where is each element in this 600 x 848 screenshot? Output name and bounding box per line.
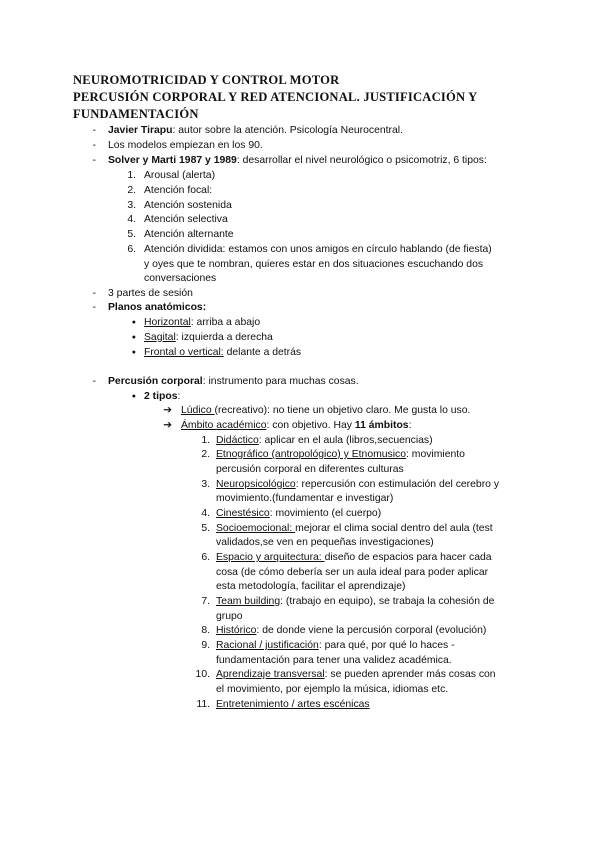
ambito-desc: : para qué, por qué lo haces - bbox=[318, 640, 455, 651]
list-number: 3. bbox=[201, 479, 210, 490]
list-number: 1. bbox=[127, 170, 136, 181]
plane-item bbox=[144, 316, 260, 329]
plane-term: Horizontal bbox=[144, 317, 191, 328]
ambito-term: Socioemocional: bbox=[216, 523, 296, 534]
dash-marker: - bbox=[92, 125, 96, 136]
list-number: 4. bbox=[201, 508, 210, 519]
ambito-term: Espacio y arquitectura: bbox=[216, 552, 325, 563]
dash-marker: - bbox=[92, 302, 96, 313]
author-name: Solver y Marti 1987 y 1989 bbox=[108, 155, 237, 166]
dash-marker: - bbox=[92, 140, 96, 151]
ambito-item bbox=[216, 551, 492, 564]
item-text: : instrumento para muchas cosas. bbox=[202, 376, 359, 387]
title-course: NEUROMOTRICIDAD Y CONTROL MOTOR bbox=[73, 73, 340, 87]
list-number: 6. bbox=[127, 244, 136, 255]
plane-desc: : izquierda a derecha bbox=[175, 332, 273, 343]
ambito-item bbox=[216, 668, 496, 681]
ambito-term: Cinestésico bbox=[216, 508, 270, 519]
attention-type: Atención alternante bbox=[144, 229, 234, 240]
arrow-marker: ➔ bbox=[163, 420, 172, 431]
ambito-desc-cont: esta metodología, facilitar el aprendizaje) bbox=[216, 581, 406, 592]
list-number: 5. bbox=[127, 229, 136, 240]
list-number: 5. bbox=[201, 523, 210, 534]
ambito-desc: mejorar el clima social dentro del aula (test bbox=[295, 523, 493, 534]
type-desc-end: : bbox=[408, 420, 412, 431]
ambito-term: Team building bbox=[216, 596, 281, 607]
bullet-marker: ● bbox=[131, 393, 136, 400]
ambito-term: Etnográfico (antropológico) y Etnomusico bbox=[216, 449, 407, 460]
list-number: 3. bbox=[127, 200, 136, 211]
dash-marker: - bbox=[92, 376, 96, 387]
list-item-solver bbox=[108, 154, 487, 167]
list-number: 10. bbox=[195, 669, 210, 680]
ambito-item bbox=[216, 507, 381, 520]
ambito-item bbox=[216, 448, 465, 461]
list-item-planes: Planos anatómicos: bbox=[108, 302, 207, 313]
type-term: Ámbito académico bbox=[181, 420, 267, 431]
title-topic: PERCUSIÓN CORPORAL Y RED ATENCIONAL. JUSTIFICACIÓN Y bbox=[73, 90, 478, 104]
ambito-term: Racional / justificación bbox=[216, 640, 319, 651]
ambito-desc: : de donde viene la percusión corporal (evolución) bbox=[256, 625, 487, 636]
ambito-term: Entretenimiento / artes escénicas bbox=[216, 699, 370, 710]
ambitos-count: 11 ámbitos bbox=[354, 420, 409, 431]
dash-marker: - bbox=[92, 155, 96, 166]
ambito-desc-cont: validados,se ven en pequeñas investigaciones) bbox=[216, 537, 434, 548]
ambito-term: Aprendizaje transversal bbox=[216, 669, 325, 680]
ambito-desc: diseño de espacios para hacer cada bbox=[324, 552, 492, 563]
ambito-desc-cont: fundamentación para tener una validez académica. bbox=[216, 655, 452, 666]
attention-type-cont: conversaciones bbox=[144, 273, 217, 284]
attention-type-cont: y oyes que te nombran, quieres estar en dos situaciones escuchando dos bbox=[144, 259, 484, 270]
plane-desc: : arriba a abajo bbox=[190, 317, 261, 328]
ambito-item bbox=[216, 639, 455, 652]
ambito-term: Didáctico bbox=[216, 435, 259, 446]
ambito-desc-cont: cosa (de cómo debería ser un aula ideal para poder aplicar bbox=[216, 567, 489, 578]
type-desc: (recreativo): no tiene un objetivo claro. Me gusta lo uso. bbox=[214, 405, 471, 416]
bullet-marker: ● bbox=[131, 334, 136, 341]
ambito-term: Histórico bbox=[216, 625, 257, 636]
ambito-desc-cont: percusión corporal en diferentes culturas bbox=[216, 464, 404, 475]
ambito-desc: : movimiento bbox=[406, 449, 465, 460]
attention-type: Arousal (alerta) bbox=[144, 170, 216, 181]
attention-type: Atención focal: bbox=[144, 185, 213, 196]
list-number: 9. bbox=[201, 640, 210, 651]
type-desc: : con objetivo. Hay bbox=[266, 420, 355, 431]
types-label-text: 2 tipos bbox=[144, 391, 178, 402]
list-number: 7. bbox=[201, 596, 210, 607]
plane-item bbox=[144, 331, 273, 344]
list-item-sessions: 3 partes de sesión bbox=[108, 288, 193, 299]
attention-type: Atención dividida: estamos con unos amigos en círculo hablando (de fiesta) bbox=[144, 244, 492, 255]
attention-type: Atención sostenida bbox=[144, 200, 232, 211]
dash-marker: - bbox=[92, 288, 96, 299]
arrow-marker: ➔ bbox=[163, 405, 172, 416]
plane-item bbox=[144, 346, 301, 359]
ambito-item bbox=[216, 595, 494, 608]
list-number: 2. bbox=[201, 449, 210, 460]
author-name: Javier Tirapu bbox=[108, 125, 173, 136]
ambito-desc: : se pueden aprender más cosas con bbox=[324, 669, 496, 680]
attention-type: Atención selectiva bbox=[144, 214, 228, 225]
item-text: : autor sobre la atención. Psicología Neurocentral. bbox=[172, 125, 403, 136]
ambito-item bbox=[216, 522, 493, 535]
list-number: 6. bbox=[201, 552, 210, 563]
plane-term: Frontal o vertical: bbox=[144, 347, 224, 358]
bullet-marker: ● bbox=[131, 349, 136, 356]
type-academico bbox=[181, 419, 411, 432]
title-topic-cont: FUNDAMENTACIÓN bbox=[73, 107, 199, 121]
ambito-desc-cont: grupo bbox=[216, 611, 243, 622]
item-text: : desarrollar el nivel neurológico o psicomotriz, 6 tipos: bbox=[236, 155, 487, 166]
list-item-models: Los modelos empiezan en los 90. bbox=[108, 140, 263, 151]
bullet-marker: ● bbox=[131, 319, 136, 326]
list-number: 4. bbox=[127, 214, 136, 225]
list-number: 2. bbox=[127, 185, 136, 196]
plane-term: Sagital bbox=[144, 332, 176, 343]
types-colon: : bbox=[177, 391, 181, 402]
ambito-desc: : repercusión con estimulación del cerebro y bbox=[295, 479, 500, 490]
ambito-item bbox=[216, 478, 499, 491]
ambito-item bbox=[216, 698, 370, 711]
list-number: 1. bbox=[201, 435, 210, 446]
list-number: 8. bbox=[201, 625, 210, 636]
ambito-item bbox=[216, 434, 433, 447]
plane-desc: delante a detrás bbox=[223, 347, 302, 358]
ambito-desc-cont: movimiento.(fundamentar e investigar) bbox=[216, 493, 394, 504]
ambito-item bbox=[216, 624, 486, 637]
ambito-desc-cont: el movimiento, por ejemplo la música, idiomas etc. bbox=[216, 684, 449, 695]
ambito-desc: : (trabajo en equipo), se trabaja la cohesión de bbox=[280, 596, 495, 607]
type-term: Lúdico bbox=[181, 405, 215, 416]
type-ludico bbox=[181, 404, 470, 417]
ambito-term: Neuropsicológico bbox=[216, 479, 296, 490]
types-label bbox=[144, 390, 180, 403]
list-number: 11. bbox=[196, 699, 210, 710]
ambito-desc: : aplicar en el aula (libros,secuencias) bbox=[258, 435, 433, 446]
list-item-percussion bbox=[108, 375, 359, 388]
ambito-desc: : movimiento (el cuerpo) bbox=[269, 508, 382, 519]
percussion-term: Percusión corporal bbox=[108, 376, 203, 387]
list-item-tirapu bbox=[108, 124, 403, 137]
